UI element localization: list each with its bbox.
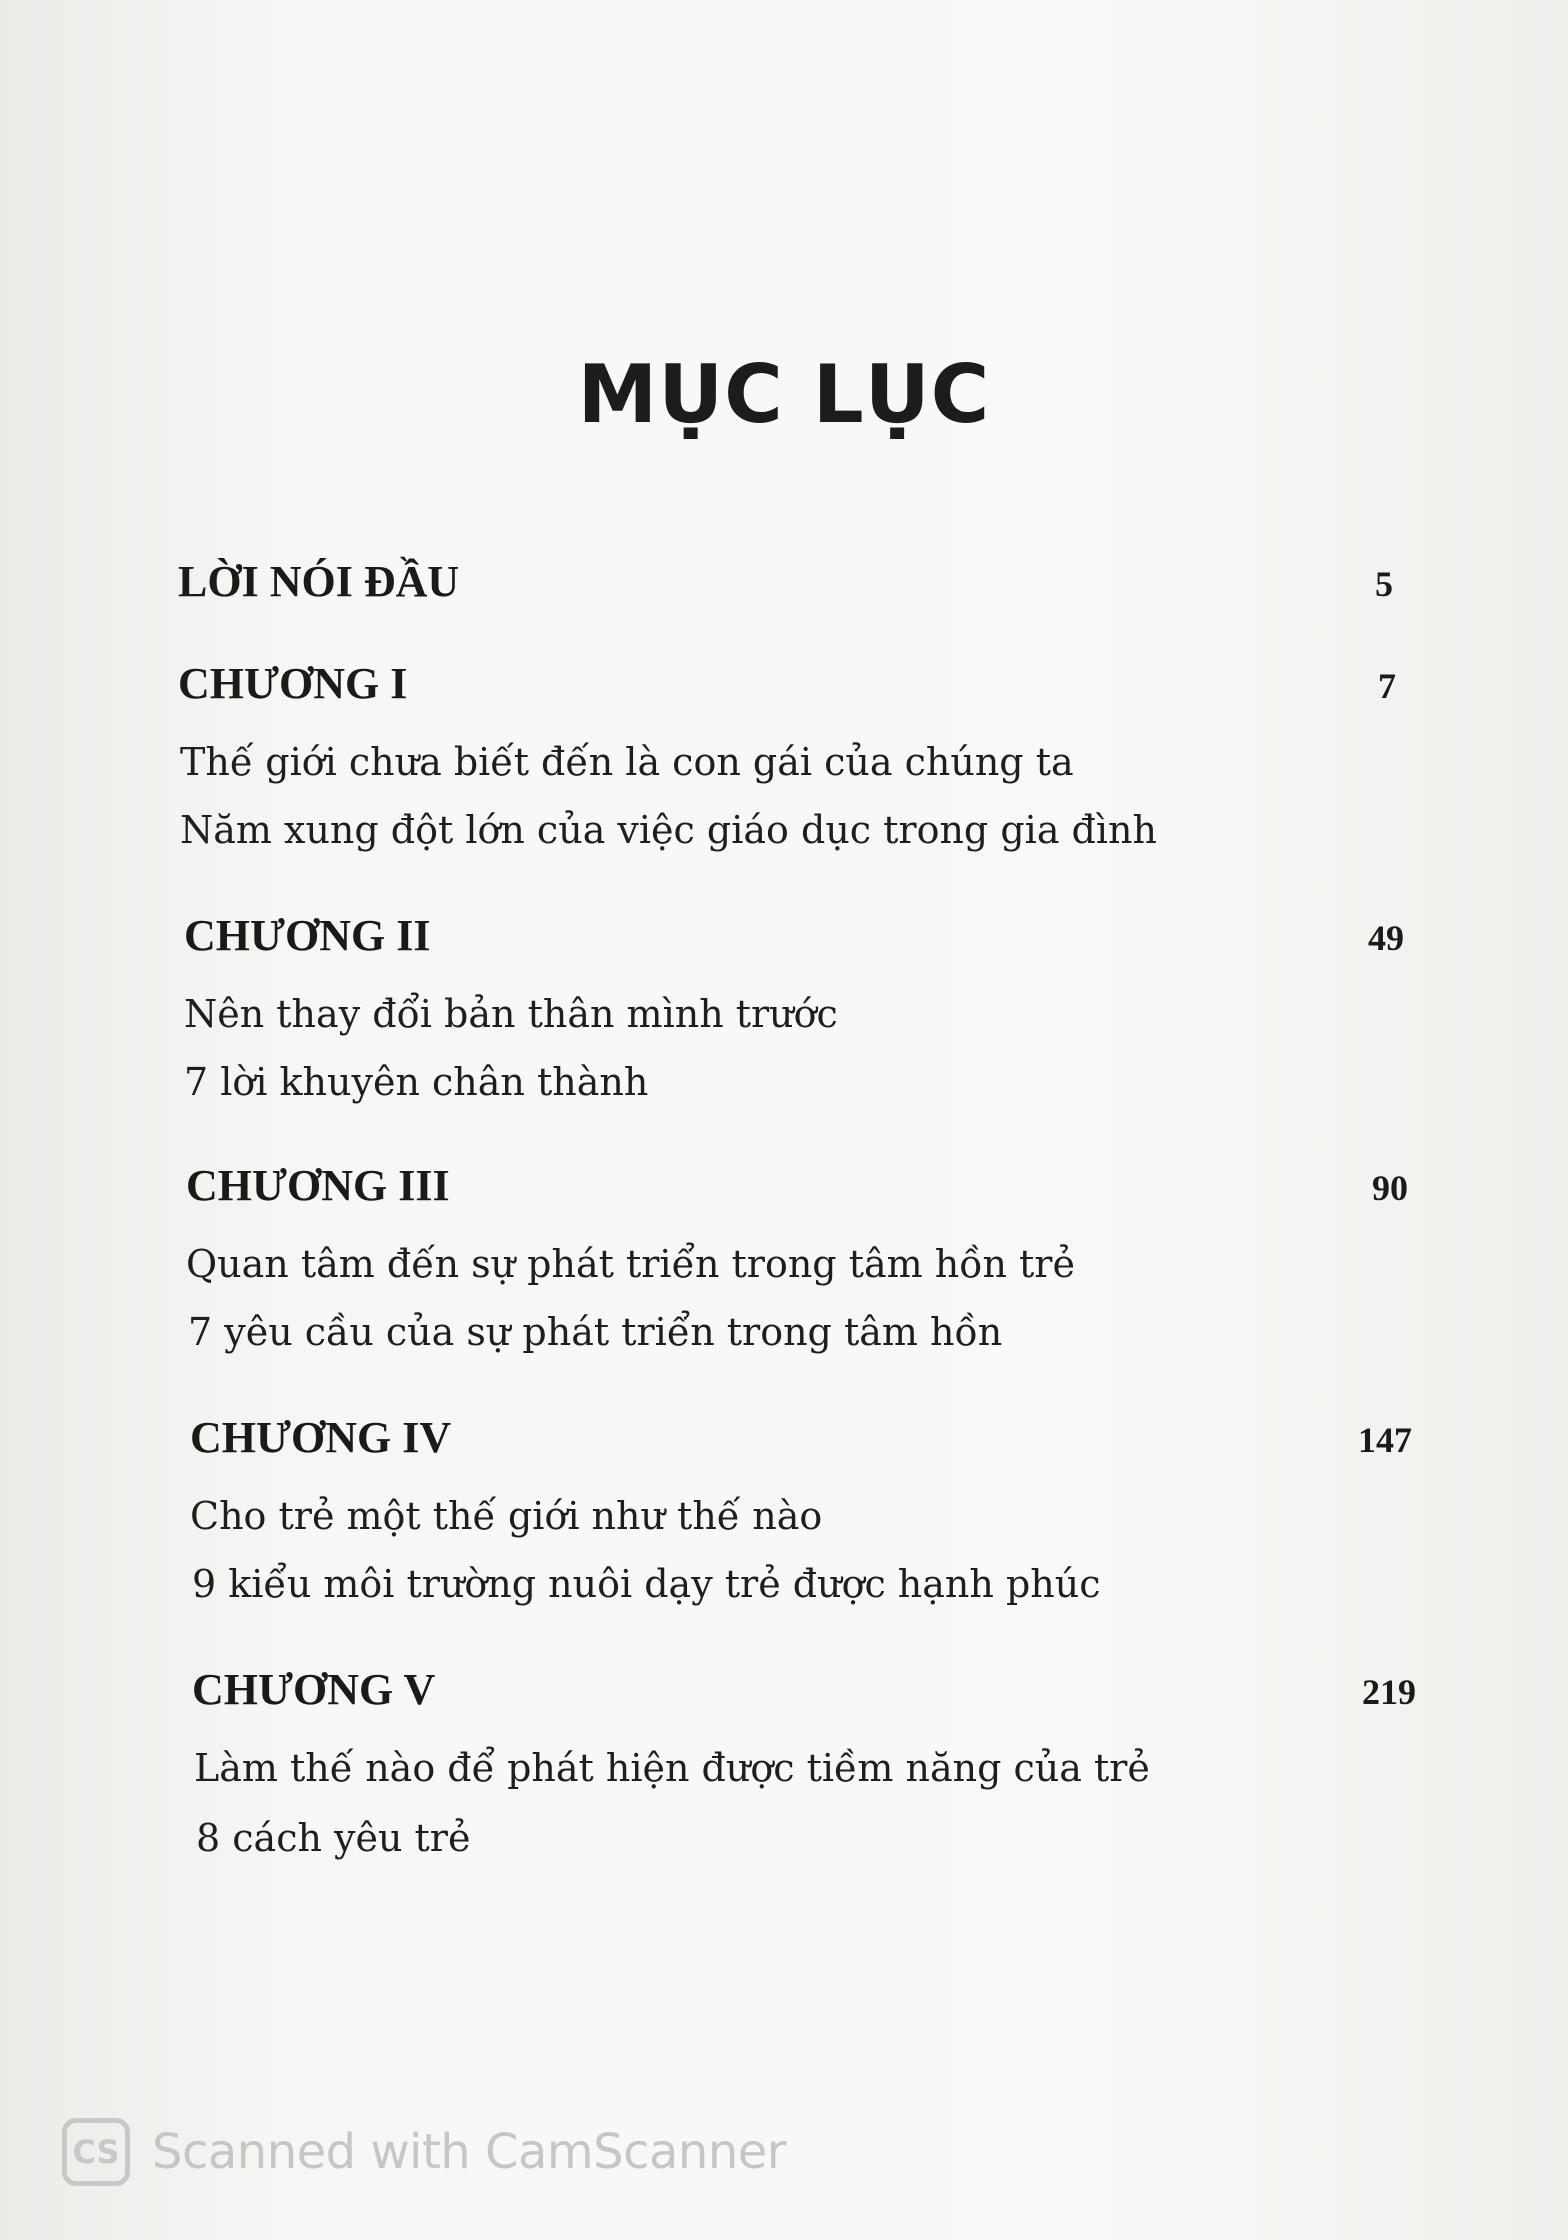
toc-heading: CHƯƠNG I xyxy=(178,659,408,708)
toc-heading: LỜI NÓI ĐẦU xyxy=(178,557,460,606)
toc-entry: Quan tâm đến sự phát triển trong tâm hồn trẻ xyxy=(186,1242,1075,1286)
toc-entry: Nên thay đổi bản thân mình trước xyxy=(184,992,838,1036)
toc-entry: Làm thế nào để phát hiện được tiềm năng của trẻ xyxy=(194,1746,1150,1790)
toc-heading: CHƯƠNG V xyxy=(192,1665,436,1714)
toc-page-number: 90 xyxy=(1372,1168,1408,1208)
watermark-text: Scanned with CamScanner xyxy=(152,2124,787,2180)
toc-entry: Năm xung đột lớn của việc giáo dục trong gia đình xyxy=(180,808,1157,852)
toc-page-number: 7 xyxy=(1378,666,1396,706)
toc-page-number: 147 xyxy=(1358,1420,1412,1460)
page-title: MỤC LỤC xyxy=(577,348,991,441)
toc-page-number: 219 xyxy=(1362,1672,1416,1712)
toc-page-number: 49 xyxy=(1368,918,1404,958)
toc-heading: CHƯƠNG IV xyxy=(190,1413,452,1462)
toc-entry: Thế giới chưa biết đến là con gái của chúng ta xyxy=(180,740,1074,784)
toc-heading-row xyxy=(178,556,1393,607)
toc-entry: 8 cách yêu trẻ xyxy=(196,1816,471,1860)
toc-heading-row xyxy=(192,1664,1416,1715)
toc-entry: Cho trẻ một thế giới như thế nào xyxy=(190,1494,823,1538)
toc-heading: CHƯƠNG III xyxy=(186,1161,450,1210)
toc-entry: 7 yêu cầu của sự phát triển trong tâm hồn xyxy=(188,1310,1003,1354)
toc-page-number: 5 xyxy=(1375,564,1393,604)
toc-heading: CHƯƠNG II xyxy=(184,911,431,960)
toc-heading-row xyxy=(178,658,1396,709)
toc-entry: 9 kiểu môi trường nuôi dạy trẻ được hạnh phúc xyxy=(192,1562,1101,1606)
toc-entry: 7 lời khuyên chân thành xyxy=(184,1060,649,1104)
toc-heading-row xyxy=(186,1160,1408,1211)
toc-heading-row xyxy=(190,1412,1412,1463)
camscanner-logo-icon: CS xyxy=(62,2118,130,2186)
camscanner-watermark xyxy=(62,2118,786,2186)
toc-heading-row xyxy=(184,910,1404,961)
